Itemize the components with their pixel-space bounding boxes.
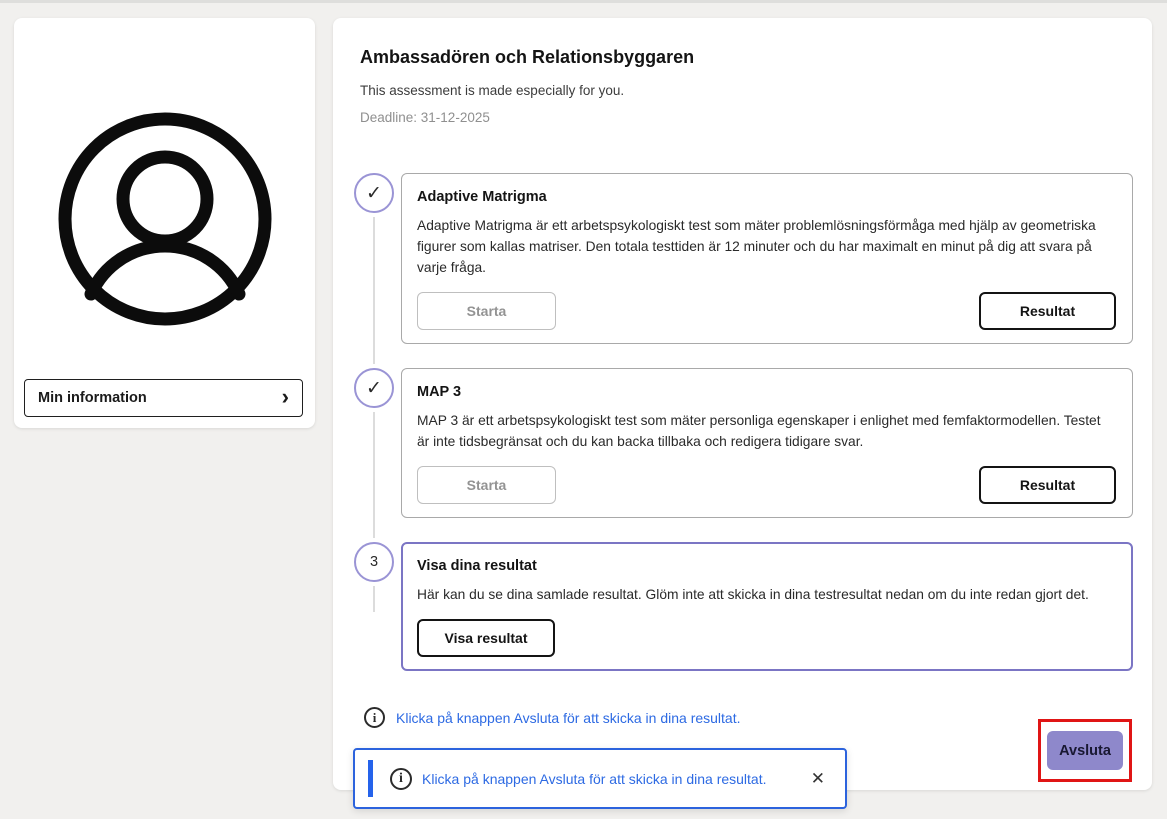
step-title: MAP 3 [417,384,462,400]
close-icon[interactable]: ✕ [810,769,825,788]
step-description: Adaptive Matrigma är ett arbetspsykologiskt test som mäter problemlösningsförmåga med hjälp av geometriska figurer som kallas matriser. Den totala testtiden är 12 minuter och du har maximalt en minut på dig att svara på varje fråga. [417,218,1096,275]
steps-list [354,173,1133,671]
step-map3 [354,368,1133,518]
step-card [401,173,1133,344]
visa-resultat-button[interactable]: Visa resultat [417,619,555,657]
toast-message: Klicka på knappen Avsluta för att skicka in dina resultat. [422,770,767,787]
chevron-right-icon: › [281,383,289,409]
step-number-circle [354,542,394,582]
info-icon: i [364,707,385,728]
starta-button[interactable]: Starta [417,292,556,330]
step-gutter [354,368,401,518]
assessment-panel [333,18,1152,790]
step-adaptive-matrigma [354,173,1133,344]
assessment-header [360,45,1133,127]
avatar-icon [56,110,274,328]
avsluta-button[interactable]: Avsluta [1047,731,1123,770]
step-connector [373,586,375,612]
toast-notification [353,748,847,809]
step-card [401,368,1133,518]
profile-panel [14,18,315,428]
step-description: Här kan du se dina samlade resultat. Glöm inte att skicka in dina testresultat nedan om du inte redan gjort det. [417,587,1089,602]
step-actions [417,619,1116,657]
step-gutter [354,173,401,344]
step-actions [417,466,1116,504]
deadline-text: Deadline: 31-12-2025 [360,110,490,125]
step-title: Adaptive Matrigma [417,189,547,205]
starta-button[interactable]: Starta [417,466,556,504]
step-title: Visa dina resultat [417,558,537,574]
check-icon: ✓ [366,377,382,399]
info-message: Klicka på knappen Avsluta för att skicka in dina resultat. [396,709,741,726]
step-status-circle [354,368,394,408]
resultat-button[interactable]: Resultat [979,466,1116,504]
min-information-label: Min information [38,390,147,406]
resultat-button[interactable]: Resultat [979,292,1116,330]
step-connector [373,217,375,364]
info-row [364,707,1133,728]
top-edge-divider [0,0,1167,3]
page-subtitle: This assessment is made especially for you. [360,83,625,98]
step-status-circle [354,173,394,213]
toast-accent-bar [368,760,373,797]
min-information-button[interactable] [24,379,303,417]
step-connector [373,412,375,538]
step-description: MAP 3 är ett arbetspsykologiskt test som mäter personliga egenskaper i enlighet med femfaktormodellen. Testet är inte tidsbegränsat och du kan backa tillbaka och redigera tidigare svar. [417,413,1101,449]
step-visa-resultat [354,542,1133,671]
info-icon: i [390,768,412,790]
avatar [14,110,315,328]
red-highlight-box [1038,719,1132,782]
page-title: Ambassadören och Relationsbyggaren [360,47,695,67]
step-actions [417,292,1116,330]
step-gutter [354,542,401,671]
step-card-current [401,542,1133,671]
step-number: 3 [369,554,379,570]
check-icon: ✓ [366,182,382,204]
